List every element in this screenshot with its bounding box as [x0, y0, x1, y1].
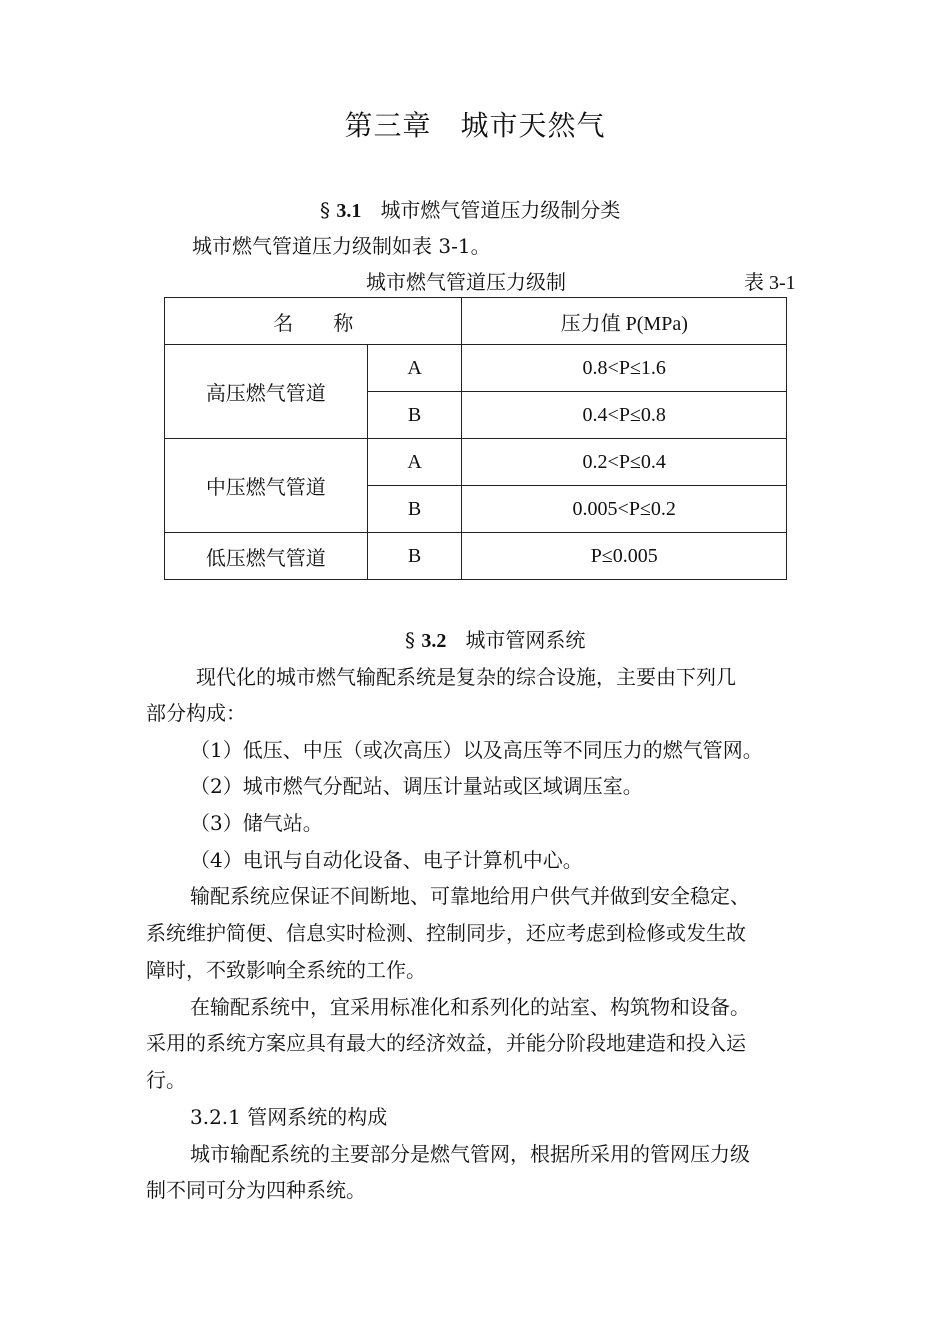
- chapter-title: 第三章 城市天然气: [344, 109, 606, 142]
- table-row: [165, 533, 787, 580]
- paragraph-line: 部分构成：: [146, 701, 246, 725]
- paragraph-line: 采用的系统方案应具有最大的经济效益，并能分阶段地建造和投入运: [146, 1031, 746, 1055]
- section-title: 城市管网系统: [465, 628, 586, 652]
- paragraph-line: 在输配系统中，宜采用标准化和系列化的站室、构筑物和设备。: [190, 995, 750, 1019]
- header-value-cell: 压力值 P(MPa): [462, 298, 787, 345]
- pipe-category-cell: 低压燃气管道: [165, 533, 368, 580]
- paragraph-line: 输配系统应保证不间断地、可靠地给用户供气并做到安全稳定、: [190, 884, 750, 908]
- list-item: （3）储气站。: [190, 811, 323, 835]
- list-item: （1）低压、中压（或次高压）以及高压等不同压力的燃气管网。: [190, 738, 763, 762]
- pipe-category-cell: 高压燃气管道: [165, 345, 368, 439]
- pipe-category-cell: 中压燃气管道: [165, 439, 368, 533]
- section-number: 3.2: [421, 630, 447, 652]
- section-sign: §: [320, 198, 330, 222]
- section-sign: §: [405, 628, 415, 652]
- grade-cell: B: [367, 533, 462, 580]
- pressure-value-cell: P≤0.005: [462, 533, 787, 580]
- paragraph-line: 系统维护简便、信息实时检测、控制同步，还应考虑到检修或发生故: [146, 921, 746, 945]
- paragraph-line: 城市输配系统的主要部分是燃气管网，根据所采用的管网压力级: [190, 1142, 750, 1166]
- section-3-1-heading: [320, 194, 620, 223]
- list-item: （4）电讯与自动化设备、电子计算机中心。: [190, 848, 583, 872]
- table-header-row: [165, 298, 787, 345]
- section-3-2-heading: [405, 624, 585, 653]
- pressure-value-cell: 0.4<P≤0.8: [462, 392, 787, 439]
- section-3-1-intro: 城市燃气管道压力级制如表 3-1。: [192, 234, 491, 258]
- section-number: 3.1: [336, 200, 362, 222]
- paragraph-line: 障时，不致影响全系统的工作。: [146, 958, 426, 982]
- pressure-value-cell: 0.005<P≤0.2: [462, 486, 787, 533]
- section-title: 城市燃气管道压力级制分类: [380, 198, 621, 222]
- paragraph-line: 现代化的城市燃气输配系统是复杂的综合设施，主要由下列几: [196, 665, 736, 689]
- table-caption: 城市燃气管道压力级制: [366, 270, 566, 294]
- pressure-class-table: [164, 297, 787, 580]
- list-item: （2）城市燃气分配站、调压计量站或区域调压室。: [190, 774, 643, 798]
- paragraph-line: 行。: [146, 1068, 186, 1092]
- table-row: [165, 439, 787, 486]
- table-number: 表 3-1: [744, 272, 796, 294]
- grade-cell: A: [367, 439, 462, 486]
- grade-cell: B: [367, 486, 462, 533]
- table-row: [165, 345, 787, 392]
- paragraph-line: 制不同可分为四种系统。: [146, 1178, 366, 1202]
- pressure-value-cell: 0.2<P≤0.4: [462, 439, 787, 486]
- grade-cell: B: [367, 392, 462, 439]
- pressure-value-cell: 0.8<P≤1.6: [462, 345, 787, 392]
- grade-cell: A: [367, 345, 462, 392]
- header-name-cell: 名 称: [165, 298, 462, 345]
- subsection-heading: 3.2.1 管网系统的构成: [190, 1105, 388, 1129]
